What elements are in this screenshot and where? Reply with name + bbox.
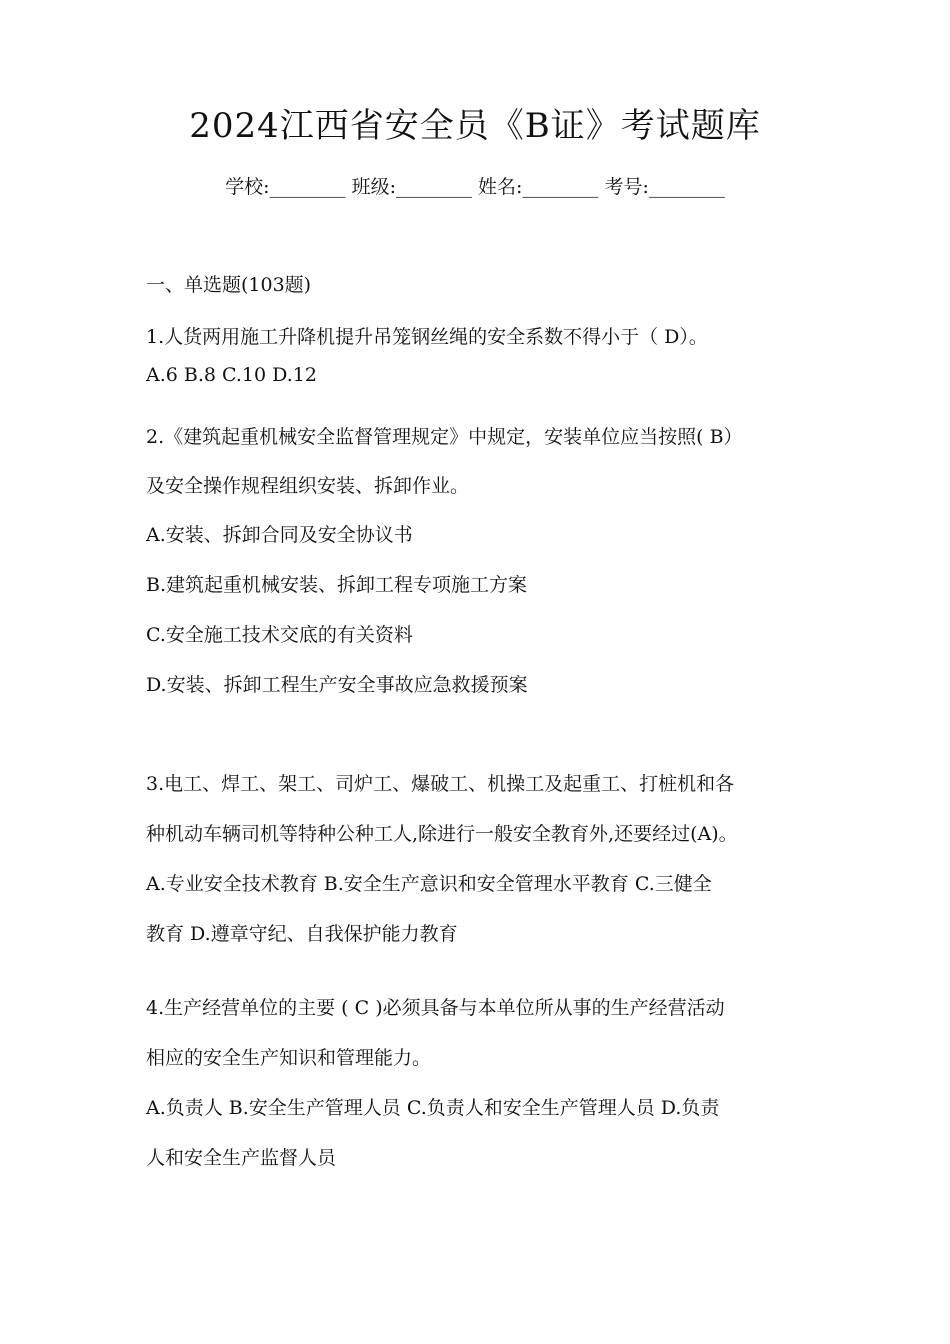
question-3-options: A.专业安全技术教育 B.安全生产意识和安全管理水平教育 C.三健全	[146, 873, 712, 895]
document-title: 2024江西省安全员《B证》考试题库	[189, 106, 761, 146]
section-heading: 一、单选题(103题)	[146, 274, 312, 296]
question-4-stem-cont: 相应的安全生产知识和管理能力。	[146, 1047, 432, 1069]
question-2-option-c: C.安全施工技术交底的有关资料	[146, 624, 413, 646]
question-2-option-b: B.建筑起重机械安装、拆卸工程专项施工方案	[146, 574, 528, 596]
question-4-options-cont: 人和安全生产监督人员	[146, 1147, 337, 1169]
question-2-option-d: D.安装、拆卸工程生产安全事故应急救援预案	[146, 674, 528, 696]
question-2-option-a: A.安装、拆卸合同及安全协议书	[146, 524, 413, 546]
question-2-stem-cont: 及安全操作规程组织安装、拆卸作业。	[146, 475, 470, 497]
question-4-stem: 4.生产经营单位的主要 ( C )必须具备与本单位所从事的生产经营活动	[146, 997, 725, 1019]
question-3-options-cont: 教育 D.遵章守纪、自我保护能力教育	[146, 923, 458, 945]
student-info-line: 学校:________ 班级:________ 姓名:________ 考号:________	[225, 176, 725, 198]
question-4-options: A.负责人 B.安全生产管理人员 C.负责人和安全生产管理人员 D.负责	[146, 1097, 720, 1119]
question-3-stem: 3.电工、焊工、架工、司炉工、爆破工、机操工及起重工、打桩机和各	[146, 773, 735, 795]
question-2-stem: 2.《建筑起重机械安全监督管理规定》中规定，安装单位应当按照( B）	[146, 426, 743, 448]
question-1-options: A.6 B.8 C.10 D.12	[146, 364, 317, 386]
question-3-stem-cont: 种机动车辆司机等特种公种工人,除进行一般安全教育外,还要经过(A)。	[146, 823, 738, 845]
question-1-stem: 1.人货两用施工升降机提升吊笼钢丝绳的安全系数不得小于（ D）。	[146, 326, 708, 348]
